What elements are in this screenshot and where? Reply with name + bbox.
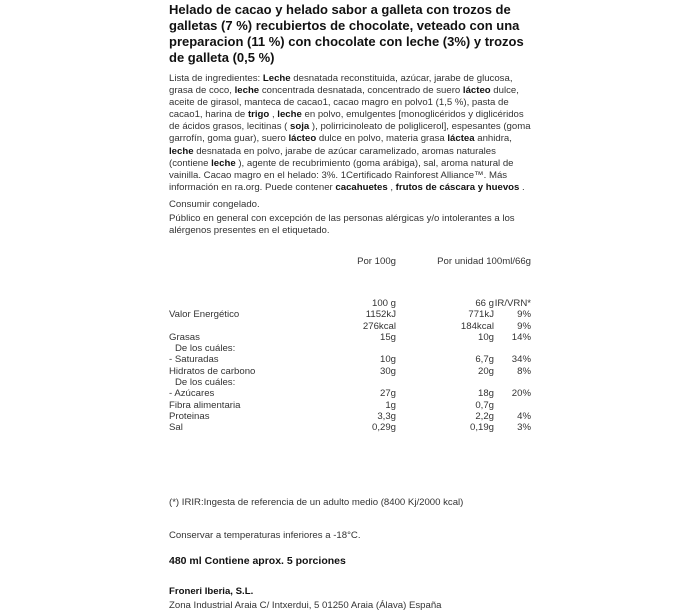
value-ir: 34% xyxy=(511,354,531,366)
value-perunit: 66 g xyxy=(475,298,494,309)
value-ir: 20% xyxy=(511,388,531,400)
nutrition-row xyxy=(169,388,531,399)
value-perunit: 0,19g xyxy=(469,422,494,434)
nutrient-label: - Saturadas xyxy=(169,354,219,366)
nutrition-row xyxy=(169,411,531,422)
allergen-text: cacahuetes xyxy=(335,181,388,193)
nutrient-label: Sal xyxy=(169,422,183,434)
value-perunit: 20g xyxy=(477,365,494,377)
value-ir: 9% xyxy=(517,309,531,321)
ir-note: (*) IRIR:Ingesta de referencia de un adulto medio (8400 Kj/2000 kcal) xyxy=(169,497,464,508)
ingredients-list xyxy=(169,73,531,194)
value-ir: 4% xyxy=(517,410,531,422)
value-ir: 3% xyxy=(517,422,531,434)
value-perunit: 771kJ xyxy=(468,309,494,321)
value-ir: IR/VRN* xyxy=(494,298,531,309)
nutrient-label: Hidratos de carbono xyxy=(169,365,256,377)
ingredient-text: dulce, aceite de girasol, manteca de cacao1, cacao magro en polvo1 (1,5 %), pasta de cacao1, harina de xyxy=(169,85,519,121)
ingredient-text: , xyxy=(387,181,396,193)
nutrient-label: De los cuáles: xyxy=(175,377,236,389)
allergen-text: lácteo xyxy=(288,133,317,145)
ingredient-text: . xyxy=(519,181,525,193)
value-perunit: 2,2g xyxy=(475,410,494,422)
value-perunit: 184kcal xyxy=(460,320,494,332)
value-perunit: 10g xyxy=(477,331,494,343)
nutrition-row xyxy=(169,321,531,332)
value-ir: 14% xyxy=(511,331,531,343)
ingredient-text: desnatada reconstituida, azúcar, jarabe de glucosa, grasa de coco, xyxy=(169,73,513,97)
nutrient-label: Fibra alimentaria xyxy=(169,399,241,411)
allergen-text: lácteo xyxy=(462,85,491,97)
storage-note: Conservar a temperaturas inferiores a -18°C. xyxy=(169,530,361,541)
company-address: Zona Industrial Araia C/ Intxerdui, 5 01250 Araia (Álava) España xyxy=(169,600,442,611)
allergen-text: Leche xyxy=(262,73,291,84)
product-label xyxy=(169,0,531,611)
value-per100: 30g xyxy=(379,365,396,377)
portions: Contiene aprox. 5 porciones xyxy=(204,555,346,567)
allergen-text: frutos de cáscara y huevos xyxy=(395,181,520,193)
product-title: Helado de cacao y helado sabor a galleta con trozos de galletas (7 %) recubiertos de chocolate, veteado con una preparacion (11 %) con chocolate con leche (3%) y trozos de galleta (0,5 %) xyxy=(169,2,524,65)
ingredient-text: desnatada en polvo, jarabe de azúcar caramelizado, aromas naturales (contiene xyxy=(169,145,496,169)
volume-line xyxy=(169,555,346,567)
value-ir: 8% xyxy=(517,365,531,377)
company-name: Froneri Iberia, S.L. xyxy=(169,586,254,597)
public-note: Público en general con excepción de las personas alérgicas y/o intolerantes a los alérgenos presentes en el etiquetado. xyxy=(169,213,515,237)
nutrient-label: Valor Energético xyxy=(169,309,240,321)
ingredient-text: ), agente de recubrimiento (goma arábiga), sal, aroma natural de vainilla. Cacao magro en el helado: 3%. 1Certificado Rainforest Alliance™. Más información en ra.org. Puede contener xyxy=(169,157,514,193)
allergen-text: leche xyxy=(211,157,236,169)
consumption-note: Consumir congelado. xyxy=(169,199,260,210)
perunit-header: Por unidad 100ml/66g xyxy=(437,256,531,267)
value-perunit: 6,7g xyxy=(475,354,494,366)
nutrition-row xyxy=(169,422,531,433)
allergen-text: leche xyxy=(234,85,260,97)
ingredient-text: ), polirricinoleato de poliglicerol], espesantes (goma garrofín, goma guar), suero xyxy=(169,121,531,145)
ingredient-text: en polvo, emulgentes [monoglicéridos y diglicéridos de ácidos grasos, lecitinas ( xyxy=(169,109,524,133)
nutrition-row xyxy=(169,343,531,354)
ingredient-text: , xyxy=(269,109,278,121)
nutrition-row xyxy=(169,366,531,377)
allergen-text: soja xyxy=(290,121,310,133)
nutrient-label: Grasas xyxy=(169,331,200,343)
ingredient-text: concentrada desnatada, concentrado de suero xyxy=(259,85,463,97)
value-per100: 10g xyxy=(379,354,396,366)
value-per100: 276kcal xyxy=(362,320,396,332)
nutrition-row xyxy=(169,298,531,309)
nutrient-label: De los cuáles: xyxy=(175,343,236,355)
value-per100: 0,29g xyxy=(371,422,396,434)
nutrition-table xyxy=(169,298,531,434)
value-per100: 1g xyxy=(385,399,396,411)
per100-header: Por 100g xyxy=(357,256,396,267)
value-per100: 1152kJ xyxy=(365,309,396,321)
allergen-text: láctea xyxy=(447,133,475,145)
nutrient-label: - Azúcares xyxy=(169,388,215,400)
value-per100: 15g xyxy=(379,331,396,343)
ingredient-text: anhidra, xyxy=(474,133,512,145)
value-per100: 3,3g xyxy=(377,410,396,422)
nutrition-row xyxy=(169,332,531,343)
ingredient-text: dulce en polvo, materia grasa xyxy=(316,133,448,145)
allergen-text: leche xyxy=(277,109,302,121)
allergen-text: leche xyxy=(169,145,194,157)
nutrient-label: Proteinas xyxy=(169,410,210,422)
nutrition-row xyxy=(169,400,531,411)
nutrition-row xyxy=(169,309,531,320)
allergen-text: trigo xyxy=(247,109,270,121)
value-perunit: 0,7g xyxy=(475,399,494,411)
value-per100: 27g xyxy=(379,388,396,400)
volume: 480 ml xyxy=(169,555,202,567)
value-ir: 9% xyxy=(517,320,531,332)
nutrition-header xyxy=(169,256,531,267)
value-perunit: 18g xyxy=(477,388,494,400)
ingredient-text: Lista de ingredientes: xyxy=(169,73,263,84)
value-per100: 100 g xyxy=(371,298,396,309)
nutrition-row xyxy=(169,354,531,365)
nutrition-row xyxy=(169,377,531,388)
